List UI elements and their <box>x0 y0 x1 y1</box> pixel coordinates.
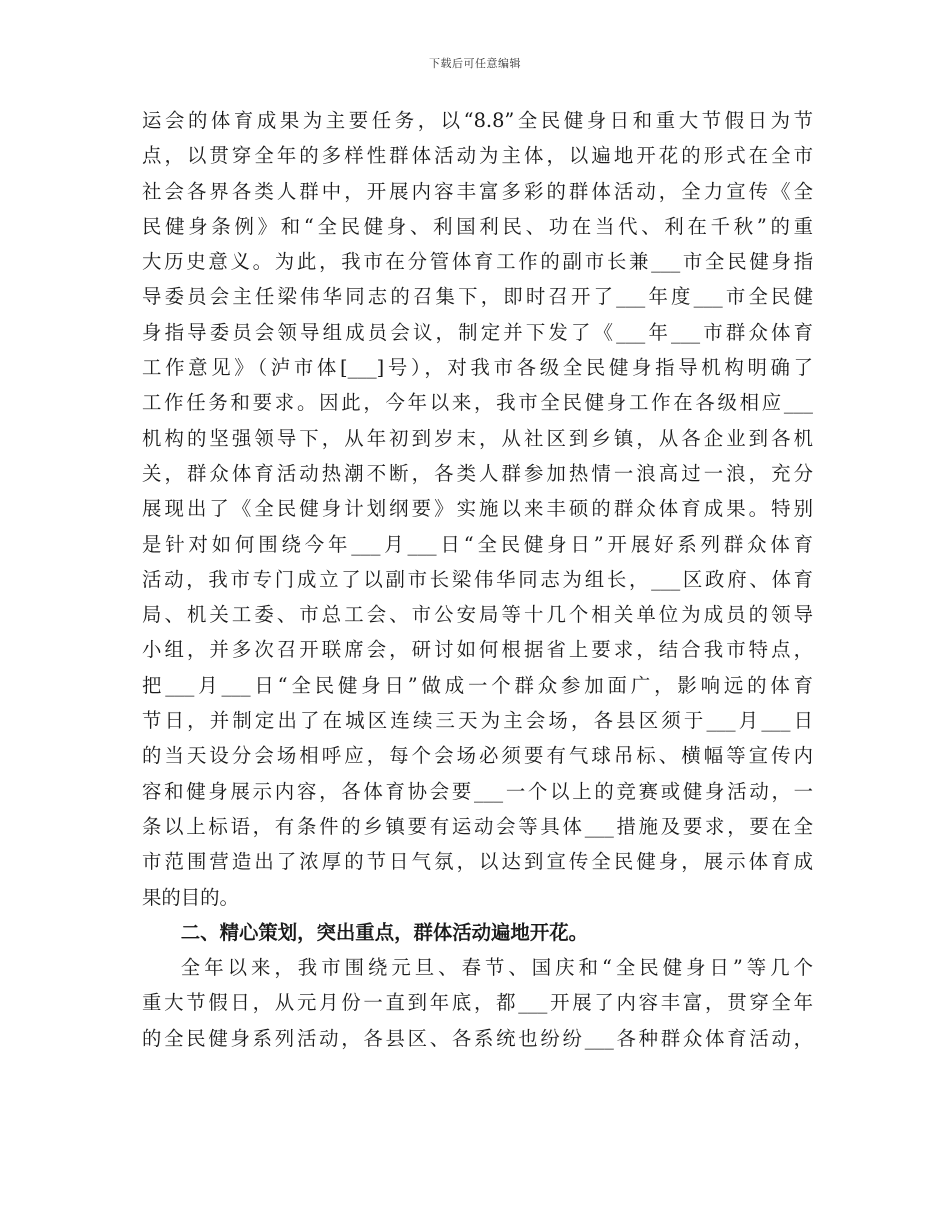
text-line: 活动，我市专门成立了以副市长梁伟华同志为组长，___区政府、体育 <box>142 567 813 591</box>
text-line: 机构的坚强领导下，从年初到岁末，从社区到乡镇，从各企业到各机 <box>142 426 813 450</box>
text-line: 运会的体育成果为主要任务，以“8.8”全民健身日和重大节假日为节 <box>142 109 813 132</box>
text-line: 工作意见》（泸市体[___]号），对我市各级全民健身指导机构明确了 <box>142 356 813 380</box>
paragraph-2 <box>142 950 813 1056</box>
text-line: 身指导委员会领导组成员会议，制定并下发了《___年___市群众体育 <box>142 320 813 344</box>
text-line: 节日，并制定出了在城区连续三天为主会场，各县区须于___月___日 <box>142 709 813 733</box>
text-line: 大历史意义。为此，我市在分管体育工作的副市长兼___市全民健身指 <box>142 250 813 274</box>
text-line: 市范围营造出了浓厚的节日气氛，以达到宣传全民健身，展示体育成 <box>142 850 813 874</box>
text-line: 导委员会主任梁伟华同志的召集下，即时召开了___年度___市全民健 <box>142 285 813 309</box>
paragraph-1 <box>142 103 813 915</box>
text-line: 局、机关工委、市总工会、市公安局等十几个相关单位为成员的领导 <box>142 603 813 627</box>
text-line: 条以上标语，有条件的乡镇要有运动会等具体___措施及要求，要在全 <box>142 814 813 838</box>
text-line: 是针对如何围绕今年___月___日“全民健身日”开展好系列群众体育 <box>142 532 813 556</box>
text-line: 社会各界各类人群中，开展内容丰富多彩的群体活动，全力宣传《全 <box>142 179 813 203</box>
text-line: 的当天设分会场相呼应，每个会场必须要有气球吊标、横幅等宣传内 <box>142 744 813 768</box>
text-line: 民健身条例》和“全民健身、利国利民、功在当代、利在千秋”的重 <box>142 214 813 238</box>
text-line: 展现出了《全民健身计划纲要》实施以来丰硕的群众体育成果。特别 <box>142 497 813 521</box>
text-line: 小组，并多次召开联席会，研讨如何根据省上要求，结合我市特点， <box>142 638 813 662</box>
text-line: 点，以贯穿全年的多样性群体活动为主体，以遍地开花的形式在全市 <box>142 144 813 168</box>
text-line: 把___月___日“全民健身日”做成一个群众参加面广，影响远的体育 <box>142 673 813 697</box>
text-line: 容和健身展示内容，各体育协会要___一个以上的竞赛或健身活动，一 <box>142 779 813 803</box>
text-line: 工作任务和要求。因此，今年以来，我市全民健身工作在各级相应___ <box>142 391 813 415</box>
text-line: 重大节假日，从元月份一直到年底，都___开展了内容丰富，贯穿全年 <box>142 991 813 1015</box>
text-line: 的全民健身系列活动，各县区、各系统也纷纷___各种群众体育活动， <box>142 1026 813 1050</box>
section-heading: 二、精心策划，突出重点，群体活动遍地开花。 <box>180 920 588 944</box>
text-line: 果的目的。 <box>142 885 239 909</box>
text-line: 关，群众体育活动热潮不断，各类人群参加热情一浪高过一浪，充分 <box>142 461 813 485</box>
page-header: 下载后可任意编辑 <box>429 57 521 70</box>
document-body <box>142 103 813 1056</box>
text-line: 全年以来，我市围绕元旦、春节、国庆和“全民健身日”等几个 <box>180 956 813 980</box>
